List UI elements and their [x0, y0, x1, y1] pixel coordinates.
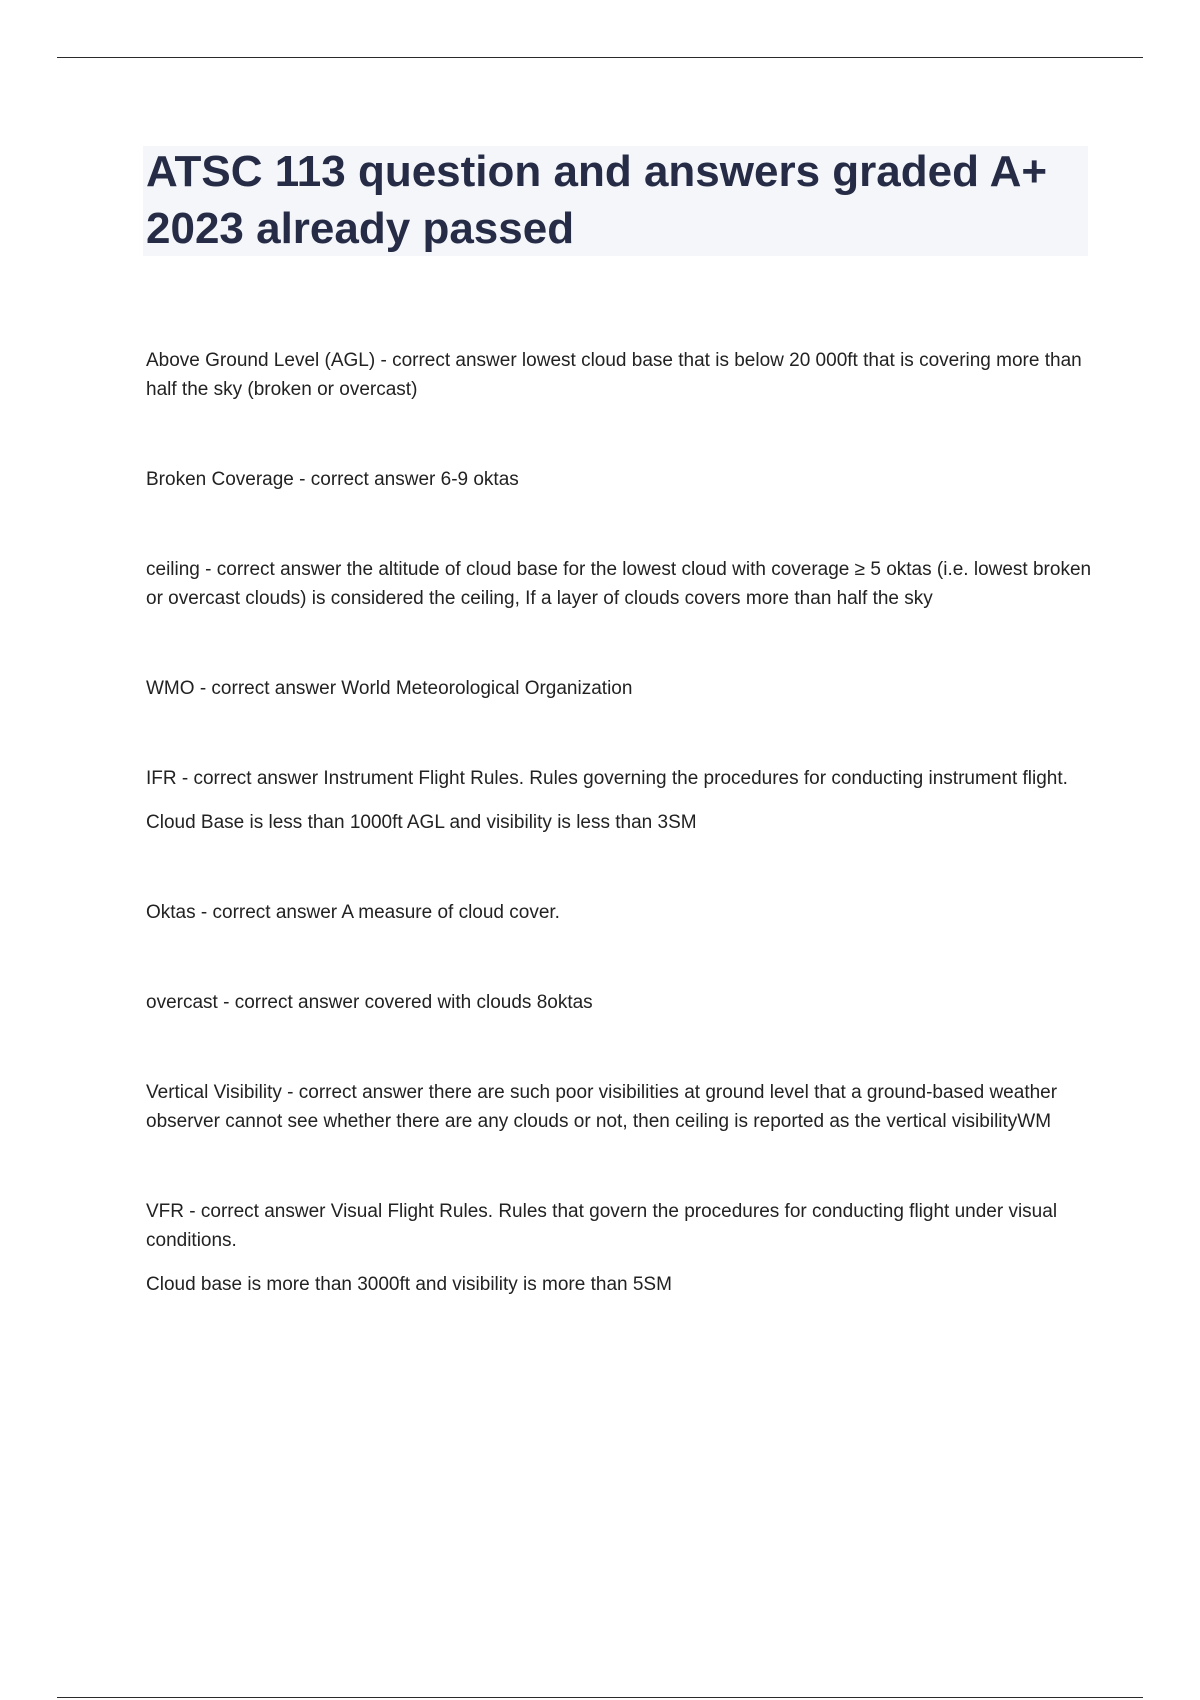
entry-broken-coverage: Broken Coverage - correct answer 6-9 oktas [146, 469, 519, 490]
entry-ifr-cloud-base: Cloud Base is less than 1000ft AGL and visibility is less than 3SM [146, 812, 697, 833]
bottom-rule [57, 1697, 1143, 1698]
entry-vfr-cloud-base: Cloud base is more than 3000ft and visibility is more than 5SM [146, 1274, 672, 1295]
entry-wmo: WMO - correct answer World Meteorological Organization [146, 678, 633, 699]
document-body [146, 346, 1096, 1299]
entry-vertical-visibility: Vertical Visibility - correct answer there are such poor visibilities at ground level that a ground-based weather observer cannot see whether there are any clouds or not, then ceiling is reported as the vertical visibilityWM [146, 1082, 1058, 1132]
document-title: ATSC 113 question and answers graded A+ 2023 already passed [146, 147, 1048, 253]
entry-agl: Above Ground Level (AGL) - correct answer lowest cloud base that is below 20 000ft that is covering more than half the sky (broken or overcast) [146, 350, 1082, 400]
entry-overcast: overcast - correct answer covered with clouds 8oktas [146, 992, 593, 1013]
top-rule [57, 57, 1143, 58]
entry-oktas: Oktas - correct answer A measure of cloud cover. [146, 902, 560, 923]
entry-vfr: VFR - correct answer Visual Flight Rules. Rules that govern the procedures for conducting flight under visual conditions. [146, 1201, 1058, 1251]
entry-ceiling: ceiling - correct answer the altitude of cloud base for the lowest cloud with coverage ≥ 5 oktas (i.e. lowest broken or overcast clouds) is considered the ceiling, If a layer of clouds covers more than half the sky [146, 559, 1092, 609]
entry-ifr: IFR - correct answer Instrument Flight Rules. Rules governing the procedures for conducting instrument flight. [146, 768, 1068, 789]
